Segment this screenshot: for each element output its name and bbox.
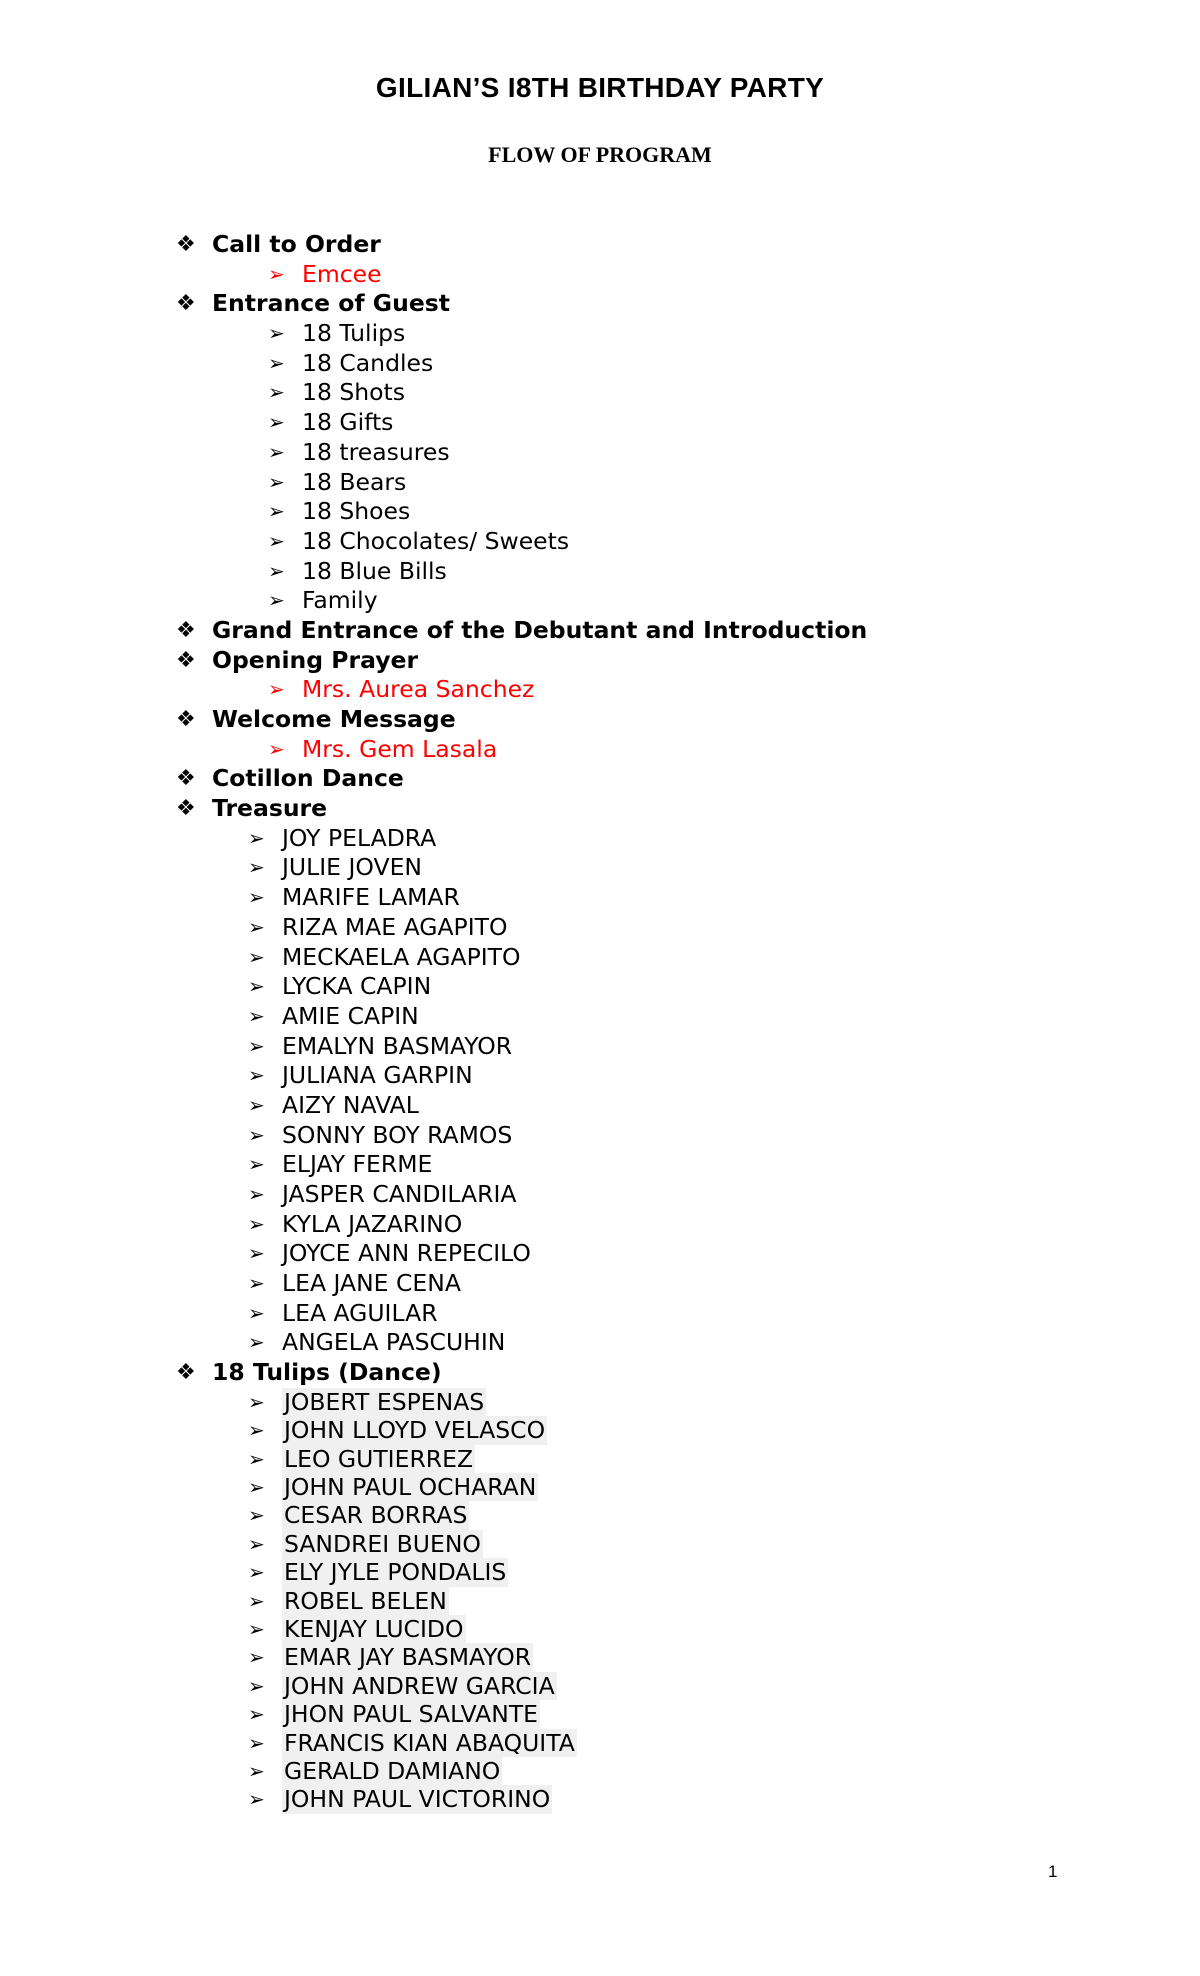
sub-item-label: Mrs. Aurea Sanchez: [302, 675, 535, 704]
arrowhead-bullet-icon: ➢: [248, 1446, 265, 1471]
person-name: JASPER CANDILARIA: [282, 1180, 517, 1208]
name-list-item: [0, 1729, 1200, 1757]
arrowhead-bullet-icon: ➢: [268, 558, 285, 583]
arrowhead-bullet-icon: ➢: [248, 1616, 265, 1641]
program-item-label: Opening Prayer: [212, 645, 419, 674]
name-list-item: [0, 1061, 1200, 1091]
arrowhead-bullet-icon: ➢: [248, 1211, 265, 1236]
name-list-item: [0, 1530, 1200, 1558]
diamond-bullet-icon: ❖: [176, 647, 196, 673]
person-name: JOHN LLOYD VELASCO: [284, 1416, 546, 1445]
person-name: ANGELA PASCUHIN: [282, 1328, 506, 1357]
name-list-item: [0, 1328, 1200, 1358]
arrowhead-bullet-icon: ➢: [248, 1003, 265, 1028]
arrowhead-bullet-icon: ➢: [248, 1758, 265, 1783]
person-name: JULIE JOVEN: [282, 853, 422, 882]
sub-item-label: Mrs. Gem Lasala: [302, 734, 498, 763]
person-name: CESAR BORRAS: [284, 1501, 468, 1530]
sub-item-label: 18 Chocolates/ Sweets: [302, 526, 570, 555]
diamond-bullet-icon: ❖: [176, 617, 196, 643]
arrowhead-bullet-icon: ➢: [248, 1092, 265, 1117]
person-name: AIZY NAVAL: [282, 1090, 419, 1119]
person-name: FRANCIS KIAN ABAQUITA: [284, 1728, 575, 1757]
name-list-item: [0, 824, 1200, 854]
name-list-item: [0, 1473, 1200, 1501]
program-item: [0, 705, 1200, 735]
name-list-item: [0, 1239, 1200, 1269]
name-list-item: [0, 1416, 1200, 1444]
arrowhead-bullet-icon: ➢: [268, 588, 285, 613]
arrowhead-bullet-icon: ➢: [248, 1241, 265, 1266]
person-name: LEO GUTIERREZ: [284, 1444, 474, 1473]
arrowhead-bullet-icon: ➢: [248, 1389, 265, 1414]
arrowhead-bullet-icon: ➢: [248, 1645, 265, 1670]
arrowhead-bullet-icon: ➢: [248, 1300, 265, 1325]
diamond-bullet-icon: ❖: [176, 1360, 196, 1386]
arrowhead-bullet-icon: ➢: [268, 439, 285, 464]
name-list-item: [0, 1269, 1200, 1299]
name-list-item: [0, 1757, 1200, 1785]
name-list-item: [0, 1002, 1200, 1032]
name-list-item: [0, 972, 1200, 1002]
person-name: ELY JYLE PONDALIS: [284, 1558, 507, 1587]
program-item-label: Welcome Message: [212, 705, 456, 733]
program-item: [0, 289, 1200, 319]
arrowhead-bullet-icon: ➢: [248, 974, 265, 999]
name-list-item: [0, 1150, 1200, 1180]
program-item-label: Treasure: [212, 794, 328, 823]
arrowhead-bullet-icon: ➢: [248, 1063, 265, 1088]
diamond-bullet-icon: ❖: [176, 707, 196, 732]
program-item: [0, 230, 1200, 260]
arrowhead-bullet-icon: ➢: [248, 885, 265, 910]
name-list-item: [0, 1299, 1200, 1329]
program-sub-item: [0, 675, 1200, 705]
name-list-item: [0, 1558, 1200, 1586]
arrowhead-bullet-icon: ➢: [268, 321, 285, 346]
name-list-item: [0, 1643, 1200, 1671]
name-list-item: [0, 883, 1200, 913]
person-name: JULIANA GARPIN: [282, 1061, 473, 1090]
person-name: AMIE CAPIN: [282, 1001, 419, 1030]
person-name: JOHN ANDREW GARCIA: [284, 1671, 555, 1700]
name-list-item: [0, 1210, 1200, 1240]
arrowhead-bullet-icon: ➢: [248, 1330, 265, 1355]
diamond-bullet-icon: ❖: [176, 766, 196, 792]
person-name: KENJAY LUCIDO: [284, 1614, 464, 1643]
name-list-item: [0, 943, 1200, 973]
arrowhead-bullet-icon: ➢: [248, 944, 265, 969]
arrowhead-bullet-icon: ➢: [248, 1503, 265, 1528]
name-list-item: [0, 853, 1200, 883]
arrowhead-bullet-icon: ➢: [268, 350, 285, 375]
person-name: LYCKA CAPIN: [282, 972, 432, 1001]
name-list-item: [0, 1615, 1200, 1643]
program-sub-item: [0, 408, 1200, 438]
arrowhead-bullet-icon: ➢: [248, 1122, 265, 1147]
program-sub-item: [0, 319, 1200, 349]
arrowhead-bullet-icon: ➢: [248, 914, 265, 939]
sub-item-label: Emcee: [302, 259, 382, 288]
diamond-bullet-icon: ❖: [176, 232, 196, 257]
program-item-label: 18 Tulips (Dance): [212, 1358, 442, 1387]
person-name: LEA JANE CENA: [282, 1269, 461, 1298]
arrowhead-bullet-icon: ➢: [248, 825, 265, 850]
program-sub-item: [0, 557, 1200, 587]
arrowhead-bullet-icon: ➢: [248, 1673, 265, 1698]
program-sub-item: [0, 468, 1200, 498]
arrowhead-bullet-icon: ➢: [248, 1033, 265, 1058]
document-subtitle: FLOW OF PROGRAM: [488, 142, 712, 167]
program-sub-item: [0, 260, 1200, 290]
name-list-item: [0, 1785, 1200, 1813]
person-name: MECKAELA AGAPITO: [282, 942, 521, 971]
arrowhead-bullet-icon: ➢: [248, 1531, 265, 1556]
person-name: GERALD DAMIANO: [284, 1756, 501, 1785]
person-name: JOYCE ANN REPECILO: [282, 1239, 531, 1268]
sub-item-label: 18 Shoes: [302, 497, 411, 526]
arrowhead-bullet-icon: ➢: [268, 410, 285, 435]
person-name: ROBEL BELEN: [284, 1586, 447, 1615]
arrowhead-bullet-icon: ➢: [248, 1560, 265, 1585]
sub-item-label: 18 Shots: [302, 378, 406, 407]
name-list-item: [0, 1672, 1200, 1700]
sub-item-label: 18 Bears: [302, 467, 407, 496]
arrowhead-bullet-icon: ➢: [248, 855, 265, 880]
name-list-item: [0, 1091, 1200, 1121]
arrowhead-bullet-icon: ➢: [268, 528, 285, 553]
name-list-item: [0, 1587, 1200, 1615]
arrowhead-bullet-icon: ➢: [248, 1474, 265, 1499]
name-list-item: [0, 913, 1200, 943]
arrowhead-bullet-icon: ➢: [268, 261, 285, 286]
person-name: ELJAY FERME: [282, 1150, 433, 1179]
sub-item-label: 18 Tulips: [302, 319, 406, 348]
program-item-label: Grand Entrance of the Debutant and Introduction: [212, 615, 868, 644]
program-item: [0, 616, 1200, 646]
arrowhead-bullet-icon: ➢: [268, 499, 285, 524]
person-name: SONNY BOY RAMOS: [282, 1120, 513, 1149]
program-sub-item: [0, 527, 1200, 557]
arrowhead-bullet-icon: ➢: [248, 1182, 265, 1206]
sub-item-label: 18 Candles: [302, 348, 434, 377]
arrowhead-bullet-icon: ➢: [248, 1702, 265, 1727]
arrowhead-bullet-icon: ➢: [268, 677, 285, 702]
arrowhead-bullet-icon: ➢: [248, 1152, 265, 1177]
program-item: [0, 1358, 1200, 1388]
person-name: JOHN PAUL OCHARAN: [284, 1472, 537, 1501]
arrowhead-bullet-icon: ➢: [248, 1730, 265, 1755]
program-item-label: Entrance of Guest: [212, 289, 450, 318]
name-list-item: [0, 1700, 1200, 1728]
person-name: MARIFE LAMAR: [282, 883, 460, 912]
page-number: 1: [1048, 1862, 1058, 1881]
program-sub-item: [0, 438, 1200, 468]
diamond-bullet-icon: ❖: [176, 796, 196, 822]
program-item: [0, 646, 1200, 676]
name-list-item: [0, 1180, 1200, 1210]
program-list: [0, 230, 1200, 1814]
person-name: LEA AGUILAR: [282, 1298, 438, 1327]
arrowhead-bullet-icon: ➢: [248, 1787, 265, 1812]
sub-item-label: 18 Gifts: [302, 408, 394, 437]
arrowhead-bullet-icon: ➢: [248, 1588, 265, 1613]
program-sub-item: [0, 497, 1200, 527]
document-title: GILIAN’S I8TH BIRTHDAY PARTY: [375, 72, 825, 103]
person-name: JHON PAUL SALVANTE: [284, 1700, 539, 1729]
name-list-item: [0, 1032, 1200, 1062]
sub-item-label: 18 Blue Bills: [302, 556, 447, 585]
arrowhead-bullet-icon: ➢: [248, 1271, 265, 1296]
diamond-bullet-icon: ❖: [176, 291, 196, 317]
program-item: [0, 764, 1200, 794]
arrowhead-bullet-icon: ➢: [248, 1418, 265, 1443]
program-sub-item: [0, 349, 1200, 379]
person-name: KYLA JAZARINO: [282, 1209, 463, 1238]
name-list-item: [0, 1501, 1200, 1529]
program-item: [0, 794, 1200, 824]
arrowhead-bullet-icon: ➢: [268, 736, 285, 761]
person-name: SANDREI BUENO: [284, 1529, 481, 1558]
name-list-item: [0, 1388, 1200, 1416]
person-name: RIZA MAE AGAPITO: [282, 912, 508, 941]
program-item-label: Cotillon Dance: [212, 764, 404, 793]
sub-item-label: 18 treasures: [302, 437, 450, 466]
person-name: JOHN PAUL VICTORINO: [284, 1785, 551, 1814]
name-list-item: [0, 1121, 1200, 1151]
program-sub-item: [0, 586, 1200, 616]
arrowhead-bullet-icon: ➢: [268, 380, 285, 405]
program-sub-item: [0, 378, 1200, 408]
program-item-label: Call to Order: [212, 230, 381, 258]
program-sub-item: [0, 735, 1200, 765]
arrowhead-bullet-icon: ➢: [268, 469, 285, 494]
name-list-item: [0, 1445, 1200, 1473]
person-name: JOBERT ESPENAS: [284, 1387, 485, 1416]
person-name: EMALYN BASMAYOR: [282, 1031, 513, 1060]
person-name: EMAR JAY BASMAYOR: [284, 1643, 532, 1672]
sub-item-label: Family: [302, 586, 378, 615]
person-name: JOY PELADRA: [282, 823, 437, 852]
